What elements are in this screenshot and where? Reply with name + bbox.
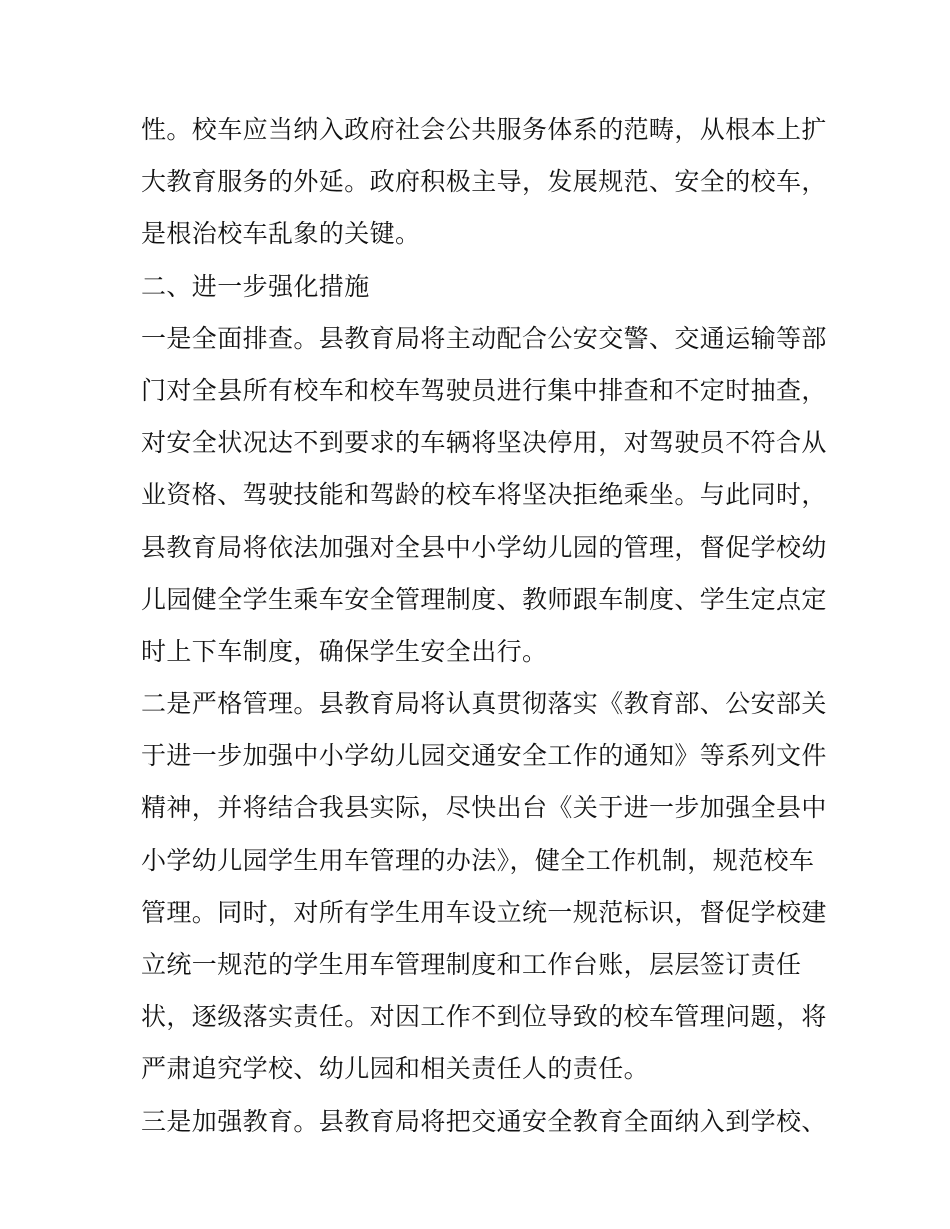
text-line: 精神，并将结合我县实际，尽快出台《关于进一步加强全县中: [141, 793, 827, 823]
text-line: 是根治校车乱象的关键。: [141, 219, 421, 249]
text-line: 二是严格管理。县教育局将认真贯彻落实《教育部、公安部关: [141, 689, 827, 719]
text-line: 小学幼儿园学生用车管理的办法》，健全工作机制，规范校车: [141, 845, 815, 875]
text-line: 大教育服务的外延。政府积极主导，发展规范、安全的校车，: [141, 167, 827, 197]
text-line: 性。校车应当纳入政府社会公共服务体系的范畴，从根本上扩: [141, 115, 827, 144]
text-line: 管理。同时，对所有学生用车设立统一规范标识，督促学校建: [141, 897, 827, 927]
text-line: 门对全县所有校车和校车驾驶员进行集中排查和不定时抽查，: [141, 375, 827, 405]
text-line: 对安全状况达不到要求的车辆将坚决停用，对驾驶员不符合从: [141, 428, 827, 458]
text-line: 儿园健全学生乘车安全管理制度、教师跟车制度、学生定点定: [141, 584, 827, 614]
text-line: 三是加强教育。县教育局将把交通安全教育全面纳入到学校、: [141, 1106, 827, 1136]
text-line: 状，逐级落实责任。对因工作不到位导致的校车管理问题，将: [141, 1002, 827, 1032]
text-line: 一是全面排查。县教育局将主动配合公安交警、交通运输等部: [141, 323, 827, 353]
text-line: 于进一步加强中小学幼儿园交通安全工作的通知》等系列文件: [141, 741, 827, 771]
text-line: 严肃追究学校、幼儿园和相关责任人的责任。: [141, 1054, 650, 1084]
text-line: 立统一规范的学生用车管理制度和工作台账，层层签订责任: [141, 950, 802, 979]
text-line: 县教育局将依法加强对全县中小学幼儿园的管理，督促学校幼: [141, 532, 827, 562]
section-heading: 二、进一步强化措施: [141, 271, 370, 301]
text-line: 时上下车制度，确保学生安全出行。: [141, 636, 548, 666]
body-text: [141, 104, 827, 1148]
text-line: 业资格、驾驶技能和驾龄的校车将坚决拒绝乘坐。与此同时，: [141, 480, 827, 510]
